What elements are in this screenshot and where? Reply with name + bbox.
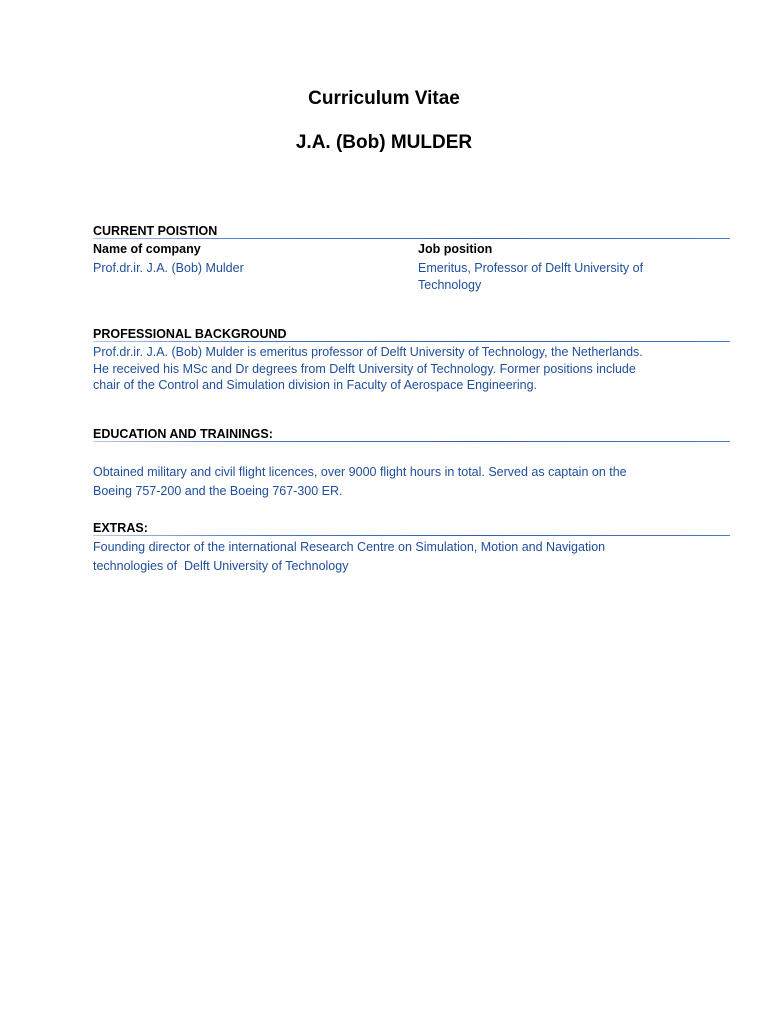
company-label: Name of company — [93, 242, 201, 256]
professional-background-line3: chair of the Control and Simulation division in Faculty of Aerospace Engineering. — [93, 378, 538, 392]
education-section — [93, 426, 730, 442]
extras-line2: technologies of Delft University of Technology — [93, 559, 349, 573]
professional-background-heading: PROFESSIONAL BACKGROUND — [93, 327, 287, 341]
company-column — [93, 241, 393, 277]
extras-heading: EXTRAS: — [93, 521, 148, 535]
professional-background-rule — [93, 341, 730, 342]
professional-background-line1: Prof.dr.ir. J.A. (Bob) Mulder is emeritus professor of Delft University of Technology, the Netherlands. — [93, 345, 643, 359]
document-title: Curriculum Vitae — [308, 88, 460, 109]
current-position-rule — [93, 238, 730, 239]
education-heading: EDUCATION AND TRAININGS: — [93, 427, 273, 441]
education-line1: Obtained military and civil flight licences, over 9000 flight hours in total. Served as captain on the — [93, 465, 627, 479]
extras-body — [93, 538, 693, 576]
education-line2: Boeing 757-200 and the Boeing 767-300 ER. — [93, 484, 343, 498]
extras-line1: Founding director of the international Research Centre on Simulation, Motion and Navigation — [93, 540, 606, 554]
extras-section — [93, 520, 730, 536]
job-value-line1: Emeritus, Professor of Delft University of — [418, 261, 644, 275]
professional-background-body — [93, 344, 683, 394]
professional-background-section — [93, 326, 730, 342]
company-value: Prof.dr.ir. J.A. (Bob) Mulder — [93, 261, 244, 275]
professional-background-line2: He received his MSc and Dr degrees from Delft University of Technology. Former positions include — [93, 361, 636, 376]
person-name: J.A. (Bob) MULDER — [295, 132, 473, 153]
education-rule — [93, 441, 730, 442]
job-value-line2: Technology — [418, 277, 482, 292]
job-column — [418, 241, 718, 293]
current-position-section — [93, 223, 730, 239]
education-body — [93, 463, 693, 501]
current-position-heading: CURRENT POISTION — [93, 224, 218, 238]
job-label: Job position — [418, 242, 493, 256]
extras-rule — [93, 535, 730, 536]
